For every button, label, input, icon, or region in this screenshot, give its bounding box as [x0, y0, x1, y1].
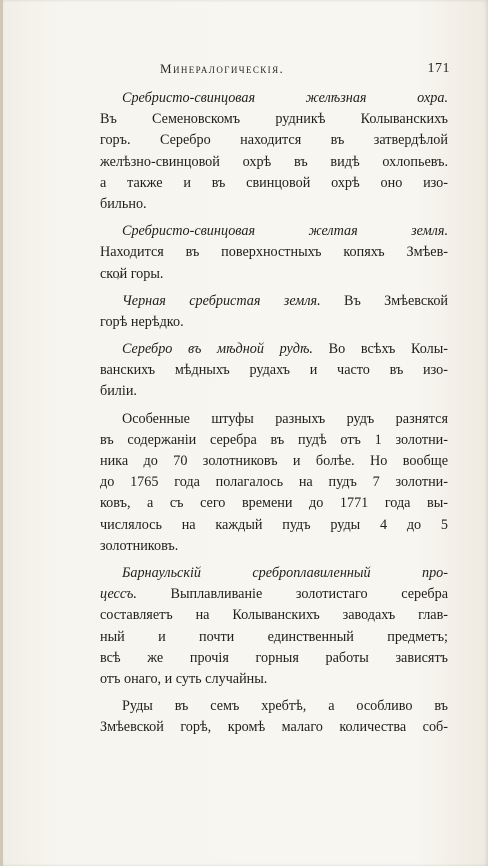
text-line [100, 584, 448, 605]
text-span: всѣ же прочія горныя работы зависятъ [100, 649, 448, 666]
text-line [100, 717, 448, 738]
text-line [100, 409, 448, 430]
text-line [100, 536, 448, 557]
text-line [100, 194, 448, 215]
text-span: въ содержаніи серебра въ пудѣ отъ 1 золотни- [100, 431, 448, 448]
text-line [100, 360, 448, 381]
text-span: а также и въ свинцовой охрѣ оно изо- [100, 174, 448, 191]
text-span: ванскихъ мѣдныхъ рудахъ и часто въ изо- [100, 362, 448, 379]
text-line [100, 88, 448, 109]
paragraph [100, 339, 448, 403]
text-line [100, 109, 448, 130]
text-line [100, 605, 448, 626]
text-span: ской горы. [100, 265, 164, 282]
body-text [100, 88, 448, 738]
paragraph [100, 696, 448, 738]
text-line [100, 696, 448, 717]
text-span: золотниковъ. [100, 537, 179, 554]
text-span: ный и почти единственный предметъ; [100, 628, 448, 645]
text-line [100, 472, 448, 493]
text-span: ковъ, а съ сего времени до 1771 года вы- [100, 495, 448, 512]
text-span: Находится въ поверхностныхъ копяхъ Змѣев- [100, 244, 448, 261]
text-span: Особенные штуфы разныхъ рудъ разнятся [122, 410, 448, 427]
text-line [100, 451, 448, 472]
text-span: составляетъ на Колыванскихъ заводахъ глав- [100, 607, 448, 624]
text-line [100, 669, 448, 690]
text-span: числялось на каждый пудъ руды 4 до 5 [100, 516, 448, 533]
text-line [100, 221, 448, 242]
text-line [100, 291, 448, 312]
paragraph [100, 221, 448, 285]
text-span: ника до 70 золотниковъ и болѣе. Но вообще [100, 453, 448, 469]
text-line [100, 381, 448, 402]
page-number: 171 [427, 61, 450, 76]
text-line [100, 130, 448, 151]
text-span: желѣзно-свинцовой охрѣ въ видѣ охлопьевъ. [100, 153, 448, 170]
italic-heading: Сребристо-свинцовая желтая земля. [122, 223, 448, 240]
text-line [100, 173, 448, 194]
text-line [100, 430, 448, 451]
text-line [100, 648, 448, 669]
text-span: Въ Семеновскомъ рудникѣ Колыванскихъ [100, 111, 448, 128]
text-span: Руды въ семъ хребтѣ, а особливо въ [122, 698, 448, 715]
text-span: отъ онаго, и суть случайны. [100, 670, 268, 687]
paragraph [100, 291, 448, 333]
running-head [100, 58, 450, 80]
paragraph [100, 563, 448, 690]
page-edge [0, 0, 3, 866]
text-line [100, 563, 448, 584]
text-line [100, 264, 448, 285]
text-span: биліи. [100, 383, 137, 400]
text-span: Змѣевской горѣ, кромѣ малаго количества соб- [100, 719, 448, 736]
text-line [100, 339, 448, 360]
text-span: горъ. Серебро находится въ затвердѣлой [100, 132, 448, 149]
text-span: Выплавливаніе золотистаго серебра [136, 586, 448, 603]
paragraph [100, 409, 448, 557]
running-title: Минералогическія. [160, 61, 285, 76]
text-span: бильно. [100, 195, 147, 212]
text-span: до 1765 года полагалось на пудъ 7 золотни- [100, 474, 448, 491]
italic-heading: Сребристо-свинцовая желѣзная охра. [122, 90, 448, 106]
text-line [100, 515, 448, 536]
text-line [100, 152, 448, 173]
italic-heading: цессъ. [100, 586, 137, 603]
text-span: горѣ нерѣдко. [100, 313, 184, 330]
text-line [100, 493, 448, 514]
text-line [100, 627, 448, 648]
italic-heading: Барнаульскій среброплавиленный про- [122, 564, 448, 581]
italic-heading: Черная сребристая земля. [122, 292, 321, 309]
text-span: Въ Змѣевской [320, 292, 449, 309]
text-span: Во всѣхъ Колы- [312, 341, 448, 358]
text-line [100, 242, 448, 263]
italic-heading: Серебро въ мѣдной рудѣ. [122, 341, 313, 358]
paragraph [100, 88, 448, 215]
text-line [100, 312, 448, 333]
